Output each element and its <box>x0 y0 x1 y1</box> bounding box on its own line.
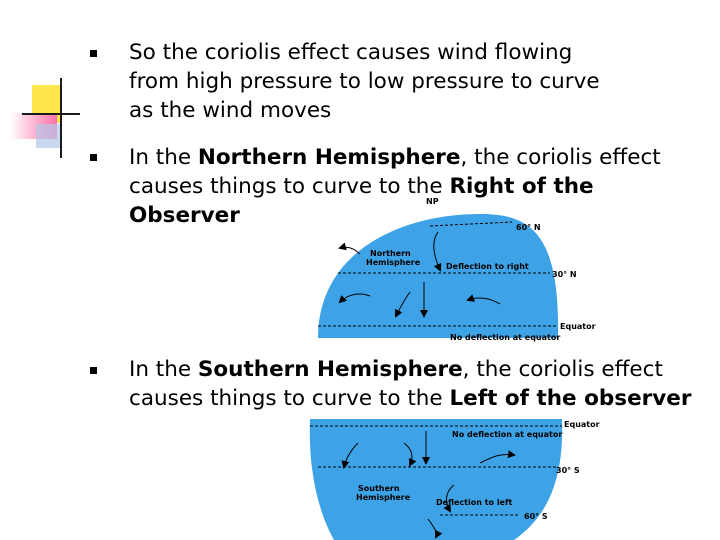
bullet-1-line-1: So the coriolis effect causes wind flowing <box>129 40 573 65</box>
decor-horizontal-line <box>22 113 80 115</box>
southern-hemisphere-diagram <box>300 415 620 540</box>
north-lat60-label: 60° N <box>516 223 541 232</box>
bullet-3-left-of-the-observer: Left of the observer <box>449 386 692 411</box>
bullet-3-line-2-pre: causes things to curve to the <box>129 386 450 411</box>
north-deflection-label: Deflection to right <box>446 262 529 271</box>
south-lat30-label: 30° S <box>556 466 580 475</box>
bullet-2-line-2-pre: causes things to curve to the <box>129 174 450 199</box>
bullet-3-text <box>129 355 691 413</box>
north-hemisphere-label-1: Northern <box>370 249 411 258</box>
bullet-2-line-1-pre: In the <box>129 145 198 170</box>
bullet-3-line-1-pre: In the <box>129 357 198 382</box>
decor-vertical-line <box>60 78 62 158</box>
bullet-3-southern-hemisphere: Southern Hemisphere <box>197 357 463 382</box>
bullet-1-line-3: as the wind moves <box>129 98 332 123</box>
north-lat30-label: 30° N <box>552 270 577 279</box>
north-equator-label: Equator <box>560 322 596 331</box>
south-hemisphere-label-1: Southern <box>358 484 400 493</box>
bullet-2-right-of-the: Right of the <box>449 174 594 199</box>
northern-hemisphere-diagram <box>300 192 620 342</box>
bullet-marker <box>90 154 97 161</box>
bullet-2-observer: Observer <box>129 203 240 228</box>
bullet-2-line-1-post: , the coriolis effect <box>460 145 661 170</box>
decor-blue-bar <box>36 124 60 148</box>
bullet-3-line-1-post: , the coriolis effect <box>462 357 663 382</box>
bullet-2-northern-hemisphere: Northern Hemisphere <box>197 145 461 170</box>
south-equator-label: Equator <box>564 420 600 429</box>
bullet-1-line-2: from high pressure to low pressure to curve <box>129 69 600 94</box>
north-hemisphere-label-2: Hemisphere <box>366 258 421 267</box>
bullet-1-text <box>129 38 600 125</box>
south-lat60-label: 60° S <box>524 512 548 521</box>
south-deflection-label: Deflection to left <box>436 498 513 507</box>
bullet-marker <box>90 367 97 374</box>
north-np-label: NP <box>426 197 439 206</box>
south-hemisphere-label-2: Hemisphere <box>356 493 411 502</box>
north-no-deflection-label: No deflection at equator <box>450 333 561 342</box>
south-no-deflection-label: No deflection at equator <box>452 430 563 439</box>
bullet-marker <box>90 50 97 57</box>
